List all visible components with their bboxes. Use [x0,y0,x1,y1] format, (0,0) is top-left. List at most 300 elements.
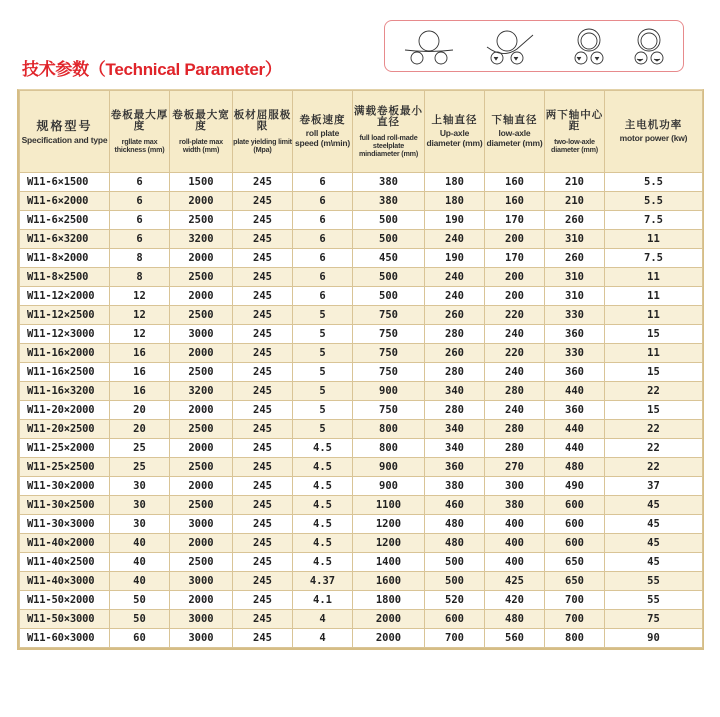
cell-col-motor-power: 5.5 [605,173,703,192]
cell-col-max-width: 3200 [170,230,233,249]
cell-col-up-axle-diameter: 280 [425,363,485,382]
cell-col-yield-limit: 245 [233,192,293,211]
cell-col-axle-center-distance: 650 [545,572,605,591]
cell-col-low-axle-diameter: 200 [485,268,545,287]
header-en-label: rgllate max thickness (mm) [114,136,165,154]
cell-col-max-width: 2500 [170,420,233,439]
cell-col-up-axle-diameter: 380 [425,477,485,496]
cell-col-motor-power: 15 [605,401,703,420]
cell-col-min-diameter: 500 [353,211,425,230]
cell-col-motor-power: 22 [605,420,703,439]
cell-col-spec-type: W11-30×2500 [20,496,110,515]
cell-col-max-thickness: 8 [110,268,170,287]
cell-col-low-axle-diameter: 160 [485,173,545,192]
table-row [20,496,703,515]
cell-col-yield-limit: 245 [233,344,293,363]
cell-col-low-axle-diameter: 400 [485,534,545,553]
cell-col-low-axle-diameter: 200 [485,230,545,249]
cell-col-spec-type: W11-6×2500 [20,211,110,230]
header-en-label: roll-plate max width (mm) [179,136,223,154]
cell-col-motor-power: 45 [605,534,703,553]
cell-col-yield-limit: 245 [233,439,293,458]
cell-col-yield-limit: 245 [233,629,293,648]
cell-col-spec-type: W11-50×2000 [20,591,110,610]
cell-col-spec-type: W11-16×2000 [20,344,110,363]
cell-col-low-axle-diameter: 240 [485,325,545,344]
cell-col-spec-type: W11-12×2000 [20,287,110,306]
cell-col-max-thickness: 50 [110,610,170,629]
cell-col-axle-center-distance: 330 [545,306,605,325]
cell-col-min-diameter: 1600 [353,572,425,591]
table-row [20,344,703,363]
cell-col-max-width: 2500 [170,363,233,382]
cell-col-axle-center-distance: 260 [545,211,605,230]
cell-col-max-thickness: 6 [110,230,170,249]
cell-col-yield-limit: 245 [233,401,293,420]
cell-col-up-axle-diameter: 480 [425,534,485,553]
roller-diagram-panel [384,20,684,72]
cell-col-low-axle-diameter: 220 [485,344,545,363]
cell-col-max-width: 2000 [170,439,233,458]
cell-col-low-axle-diameter: 240 [485,363,545,382]
cell-col-spec-type: W11-12×3000 [20,325,110,344]
cell-col-speed: 4.5 [293,553,353,572]
cell-col-axle-center-distance: 360 [545,325,605,344]
cell-col-yield-limit: 245 [233,610,293,629]
cell-col-spec-type: W11-30×3000 [20,515,110,534]
cell-col-spec-type: W11-25×2500 [20,458,110,477]
header-col-axle-center-distance [545,91,605,173]
cell-col-motor-power: 7.5 [605,211,703,230]
header-cn-label: 卷板最大宽度 [172,108,230,132]
cell-col-max-thickness: 60 [110,629,170,648]
cell-col-spec-type: W11-8×2500 [20,268,110,287]
cell-col-spec-type: W11-6×3200 [20,230,110,249]
cell-col-max-width: 3000 [170,515,233,534]
cell-col-spec-type: W11-16×3200 [20,382,110,401]
four-roll-bend-icon [623,27,675,67]
cell-col-low-axle-diameter: 170 [485,211,545,230]
cell-col-up-axle-diameter: 340 [425,420,485,439]
cell-col-spec-type: W11-16×2500 [20,363,110,382]
cell-col-spec-type: W11-40×3000 [20,572,110,591]
cell-col-min-diameter: 2000 [353,610,425,629]
header-col-min-diameter [353,91,425,173]
table-body [20,173,703,648]
cell-col-speed: 4.1 [293,591,353,610]
header-en-label: roll plate speed (m\min) [294,128,351,148]
table-row [20,534,703,553]
header-cn-label: 两下轴中心距 [545,108,604,132]
cell-col-spec-type: W11-6×1500 [20,173,110,192]
cell-col-max-width: 2000 [170,249,233,268]
cell-col-min-diameter: 750 [353,344,425,363]
cell-col-max-width: 2000 [170,477,233,496]
cell-col-speed: 6 [293,268,353,287]
cell-col-up-axle-diameter: 240 [425,230,485,249]
cell-col-max-width: 3000 [170,629,233,648]
cell-col-low-axle-diameter: 280 [485,420,545,439]
cell-col-yield-limit: 245 [233,382,293,401]
cell-col-max-width: 2500 [170,496,233,515]
cell-col-speed: 4.5 [293,439,353,458]
table-row [20,230,703,249]
cell-col-max-width: 2000 [170,534,233,553]
cell-col-up-axle-diameter: 190 [425,211,485,230]
cell-col-motor-power: 22 [605,382,703,401]
cell-col-up-axle-diameter: 340 [425,439,485,458]
cell-col-spec-type: W11-40×2000 [20,534,110,553]
table-row [20,306,703,325]
header-col-motor-power [605,91,703,173]
cell-col-yield-limit: 245 [233,325,293,344]
cell-col-min-diameter: 1200 [353,515,425,534]
cell-col-axle-center-distance: 440 [545,382,605,401]
cell-col-min-diameter: 750 [353,325,425,344]
cell-col-motor-power: 45 [605,496,703,515]
cell-col-low-axle-diameter: 420 [485,591,545,610]
header-en-label: low-axle diameter (mm) [486,128,543,148]
cell-col-yield-limit: 245 [233,591,293,610]
header-col-speed [293,91,353,173]
table-row [20,192,703,211]
cell-col-min-diameter: 800 [353,439,425,458]
cell-col-speed: 5 [293,363,353,382]
cell-col-up-axle-diameter: 480 [425,515,485,534]
cell-col-low-axle-diameter: 160 [485,192,545,211]
cell-col-max-width: 3000 [170,610,233,629]
cell-col-axle-center-distance: 360 [545,363,605,382]
cell-col-spec-type: W11-20×2500 [20,420,110,439]
cell-col-up-axle-diameter: 700 [425,629,485,648]
table-row [20,363,703,382]
table-row [20,287,703,306]
cell-col-low-axle-diameter: 280 [485,382,545,401]
section-title: 技术参数（Technical Parameter） [22,60,282,79]
cell-col-max-thickness: 6 [110,173,170,192]
cell-col-max-thickness: 12 [110,325,170,344]
cell-col-max-thickness: 25 [110,458,170,477]
cell-col-motor-power: 45 [605,553,703,572]
cell-col-axle-center-distance: 210 [545,192,605,211]
cell-col-yield-limit: 245 [233,496,293,515]
cell-col-max-thickness: 16 [110,382,170,401]
cell-col-spec-type: W11-6×2000 [20,192,110,211]
header-cn-label: 主电机功率 [624,119,683,131]
cell-col-min-diameter: 750 [353,306,425,325]
cell-col-axle-center-distance: 700 [545,591,605,610]
cell-col-motor-power: 22 [605,458,703,477]
cell-col-spec-type: W11-40×2500 [20,553,110,572]
cell-col-motor-power: 11 [605,268,703,287]
cell-col-motor-power: 45 [605,515,703,534]
cell-col-max-thickness: 40 [110,553,170,572]
cell-col-low-axle-diameter: 280 [485,439,545,458]
table-row [20,420,703,439]
cell-col-up-axle-diameter: 600 [425,610,485,629]
cell-col-low-axle-diameter: 425 [485,572,545,591]
cell-col-motor-power: 11 [605,344,703,363]
header-en-label: plate yielding limit (Mpa) [233,136,292,154]
cell-col-min-diameter: 900 [353,477,425,496]
cell-col-yield-limit: 245 [233,211,293,230]
cell-col-spec-type: W11-20×2000 [20,401,110,420]
header-col-max-width [170,91,233,173]
cell-col-up-axle-diameter: 240 [425,268,485,287]
cell-col-speed: 6 [293,211,353,230]
cell-col-yield-limit: 245 [233,458,293,477]
cell-col-max-thickness: 12 [110,306,170,325]
cell-col-speed: 4 [293,610,353,629]
cell-col-yield-limit: 245 [233,306,293,325]
cell-col-max-thickness: 6 [110,211,170,230]
header-col-spec-type [20,91,110,173]
cell-col-min-diameter: 500 [353,287,425,306]
cell-col-max-thickness: 30 [110,477,170,496]
cell-col-up-axle-diameter: 180 [425,173,485,192]
cell-col-min-diameter: 900 [353,458,425,477]
cell-col-axle-center-distance: 600 [545,496,605,515]
cell-col-min-diameter: 380 [353,173,425,192]
cell-col-up-axle-diameter: 280 [425,401,485,420]
cell-col-yield-limit: 245 [233,420,293,439]
cell-col-speed: 6 [293,230,353,249]
header-cn-label: 下轴直径 [491,114,538,126]
cell-col-min-diameter: 500 [353,230,425,249]
header-cn-label: 卷板速度 [299,114,346,126]
cell-col-min-diameter: 750 [353,363,425,382]
cell-col-low-axle-diameter: 200 [485,287,545,306]
cell-col-axle-center-distance: 330 [545,344,605,363]
cell-col-motor-power: 11 [605,287,703,306]
cell-col-max-width: 3200 [170,382,233,401]
table-row [20,591,703,610]
cell-col-motor-power: 55 [605,591,703,610]
cell-col-speed: 4.5 [293,477,353,496]
cell-col-spec-type: W11-8×2000 [20,249,110,268]
cell-col-motor-power: 5.5 [605,192,703,211]
table-row [20,382,703,401]
cell-col-up-axle-diameter: 180 [425,192,485,211]
cell-col-low-axle-diameter: 170 [485,249,545,268]
cell-col-axle-center-distance: 440 [545,420,605,439]
cell-col-yield-limit: 245 [233,477,293,496]
cell-col-speed: 6 [293,287,353,306]
cell-col-speed: 5 [293,382,353,401]
table-row [20,268,703,287]
cell-col-axle-center-distance: 310 [545,268,605,287]
cell-col-min-diameter: 1100 [353,496,425,515]
table-row [20,515,703,534]
cell-col-yield-limit: 245 [233,572,293,591]
cell-col-motor-power: 11 [605,306,703,325]
cell-col-max-width: 2500 [170,306,233,325]
header-cn-label: 卷板最大厚度 [110,108,169,132]
cell-col-motor-power: 7.5 [605,249,703,268]
header-cn-label: 板材屈服极限 [233,108,292,132]
cell-col-speed: 5 [293,325,353,344]
cell-col-yield-limit: 245 [233,249,293,268]
cell-col-speed: 4.5 [293,458,353,477]
cell-col-axle-center-distance: 310 [545,287,605,306]
cell-col-motor-power: 11 [605,230,703,249]
cell-col-up-axle-diameter: 190 [425,249,485,268]
cell-col-min-diameter: 900 [353,382,425,401]
cell-col-speed: 4.37 [293,572,353,591]
cell-col-speed: 5 [293,344,353,363]
cell-col-speed: 5 [293,306,353,325]
cell-col-low-axle-diameter: 270 [485,458,545,477]
cell-col-max-thickness: 20 [110,401,170,420]
cell-col-min-diameter: 1200 [353,534,425,553]
cell-col-low-axle-diameter: 400 [485,515,545,534]
table-header-row [20,91,703,173]
cell-col-axle-center-distance: 210 [545,173,605,192]
cell-col-up-axle-diameter: 280 [425,325,485,344]
table-row [20,553,703,572]
cell-col-max-thickness: 20 [110,420,170,439]
cell-col-up-axle-diameter: 520 [425,591,485,610]
cell-col-low-axle-diameter: 220 [485,306,545,325]
cell-col-speed: 5 [293,401,353,420]
header-en-label: full load roll-made steelplate mindiameter (mm) [358,132,419,158]
header-cn-label: 满载卷板最小直径 [354,104,423,128]
cell-col-yield-limit: 245 [233,534,293,553]
cell-col-up-axle-diameter: 500 [425,572,485,591]
technical-parameter-table [17,89,704,650]
cell-col-axle-center-distance: 260 [545,249,605,268]
cell-col-max-thickness: 25 [110,439,170,458]
cell-col-speed: 4.5 [293,534,353,553]
cell-col-speed: 6 [293,192,353,211]
cell-col-axle-center-distance: 310 [545,230,605,249]
cell-col-axle-center-distance: 440 [545,439,605,458]
three-roll-symmetric-icon [403,27,455,67]
cell-col-min-diameter: 500 [353,268,425,287]
cell-col-up-axle-diameter: 260 [425,344,485,363]
cell-col-max-thickness: 50 [110,591,170,610]
cell-col-up-axle-diameter: 500 [425,553,485,572]
cell-col-up-axle-diameter: 340 [425,382,485,401]
cell-col-speed: 4.5 [293,496,353,515]
cell-col-max-width: 3000 [170,572,233,591]
cell-col-low-axle-diameter: 300 [485,477,545,496]
header-col-up-axle-diameter [425,91,485,173]
cell-col-max-width: 1500 [170,173,233,192]
header-en-label: two-low-axle diameter (mm) [551,136,598,154]
cell-col-min-diameter: 450 [353,249,425,268]
header-col-yield-limit [233,91,293,173]
cell-col-up-axle-diameter: 240 [425,287,485,306]
cell-col-max-thickness: 6 [110,192,170,211]
cell-col-low-axle-diameter: 560 [485,629,545,648]
cell-col-min-diameter: 750 [353,401,425,420]
cell-col-yield-limit: 245 [233,553,293,572]
table-row [20,629,703,648]
header-cn-label: 规格型号 [36,118,93,133]
cell-col-speed: 5 [293,420,353,439]
cell-col-speed: 4.5 [293,515,353,534]
cell-col-max-width: 2500 [170,458,233,477]
cell-col-max-width: 3000 [170,325,233,344]
cell-col-motor-power: 37 [605,477,703,496]
cell-col-max-width: 2000 [170,401,233,420]
header-col-low-axle-diameter [485,91,545,173]
cell-col-min-diameter: 1800 [353,591,425,610]
cell-col-spec-type: W11-60×3000 [20,629,110,648]
three-roll-feed-icon [483,27,535,67]
cell-col-low-axle-diameter: 240 [485,401,545,420]
cell-col-motor-power: 55 [605,572,703,591]
cell-col-max-thickness: 30 [110,515,170,534]
cell-col-min-diameter: 2000 [353,629,425,648]
cell-col-min-diameter: 380 [353,192,425,211]
cell-col-up-axle-diameter: 460 [425,496,485,515]
cell-col-yield-limit: 245 [233,287,293,306]
header-col-max-thickness [110,91,170,173]
header-cn-label: 上轴直径 [431,114,478,126]
cell-col-speed: 4 [293,629,353,648]
cell-col-yield-limit: 245 [233,173,293,192]
cell-col-axle-center-distance: 480 [545,458,605,477]
cell-col-min-diameter: 1400 [353,553,425,572]
cell-col-spec-type: W11-30×2000 [20,477,110,496]
header-en-label: Specification and type [21,134,108,145]
cell-col-motor-power: 75 [605,610,703,629]
table-row [20,610,703,629]
table-row [20,458,703,477]
table-row [20,249,703,268]
cell-col-spec-type: W11-25×2000 [20,439,110,458]
cell-col-max-thickness: 12 [110,287,170,306]
cell-col-up-axle-diameter: 260 [425,306,485,325]
cell-col-axle-center-distance: 360 [545,401,605,420]
header-en-label: motor power (kw) [619,133,688,143]
cell-col-max-thickness: 8 [110,249,170,268]
cell-col-max-width: 2500 [170,553,233,572]
cell-col-yield-limit: 245 [233,515,293,534]
table-row [20,439,703,458]
four-roll-icon [563,27,615,67]
cell-col-motor-power: 15 [605,325,703,344]
cell-col-max-width: 2500 [170,268,233,287]
cell-col-axle-center-distance: 600 [545,515,605,534]
cell-col-max-width: 2000 [170,192,233,211]
cell-col-min-diameter: 800 [353,420,425,439]
table-row [20,325,703,344]
cell-col-speed: 6 [293,173,353,192]
cell-col-max-thickness: 16 [110,344,170,363]
cell-col-spec-type: W11-12×2500 [20,306,110,325]
header-en-label: Up-axle diameter (mm) [426,128,483,148]
cell-col-yield-limit: 245 [233,268,293,287]
cell-col-motor-power: 22 [605,439,703,458]
cell-col-max-width: 2000 [170,344,233,363]
cell-col-speed: 6 [293,249,353,268]
cell-col-max-thickness: 30 [110,496,170,515]
cell-col-max-width: 2500 [170,211,233,230]
table-row [20,401,703,420]
cell-col-low-axle-diameter: 380 [485,496,545,515]
cell-col-max-width: 2000 [170,287,233,306]
table-row [20,477,703,496]
cell-col-yield-limit: 245 [233,363,293,382]
cell-col-motor-power: 90 [605,629,703,648]
cell-col-low-axle-diameter: 400 [485,553,545,572]
cell-col-max-thickness: 40 [110,572,170,591]
cell-col-axle-center-distance: 600 [545,534,605,553]
table-row [20,173,703,192]
